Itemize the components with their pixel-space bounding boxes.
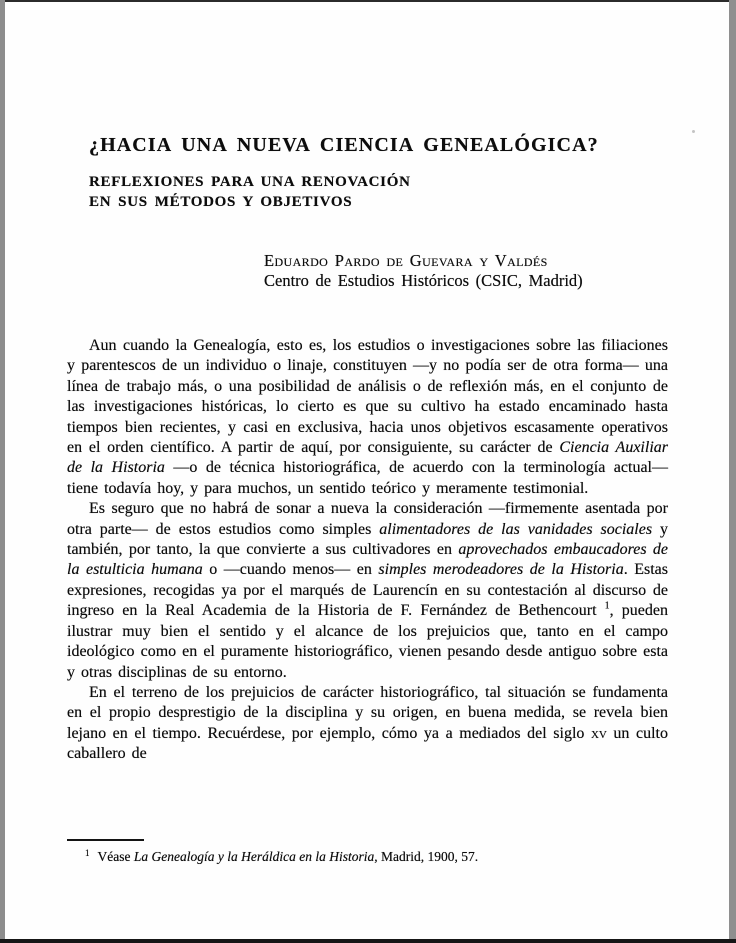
scan-artifact-speck — [692, 130, 695, 133]
footnote-divider — [67, 839, 144, 841]
article-title: ¿HACIA UNA NUEVA CIENCIA GENEALÓGICA? — [89, 134, 599, 156]
scan-edge-left — [0, 0, 5, 943]
scan-edge-top — [0, 0, 736, 2]
subtitle-line-1: REFLEXIONES PARA UNA RENOVACIÓN — [89, 174, 411, 190]
subtitle-line-2: EN SUS MÉTODOS Y OBJETIVOS — [89, 194, 353, 210]
author-block — [264, 251, 583, 291]
body-paragraph-1: Aun cuando la Genealogía, esto es, los estudios o investigaciones sobre las filiaciones y parentescos de un individuo o linaje, constituyen —y no podía ser de otra forma— una línea de trabajo más, o una posibilidad de análisis o de reflexión más, en el conjunto de las investigaciones históricas, lo cierto es que su cultivo ha estado encaminado hasta tiempos bien recientes, y casi en exclusiva, hacia unos objetivos escasamente operativos en el orden científico. A partir de aquí, por consiguiente, su carácter de Ciencia Auxiliar de la Historia —o de técnica historiográfica, de acuerdo con la terminología actual— tiene todavía hoy, y para muchos, un sentido teórico y meramente testimonial. — [67, 337, 669, 497]
body-paragraph-2: Es seguro que no habrá de sonar a nueva la consideración —firmemente asentada por otra parte— de estos estudios como simples alimentadores de las vanidades sociales y también, por tanto, la que convierte a sus cultivadores en aprovechados embaucadores de la estulticia humana o —cuando menos— en simples merodeadores de la Historia. Estas expresiones, recogidas ya por el marqués de Laurencín en su contestación al discurso de ingreso en la Real Academia de la Historia de F. Fernández de Bethencourt $^1$, pueden ilustrar muy bien el sentido y el alcance de los prejuicios que, tanto en el campo ideológico como en el puramente historiográfico, vienen pesando desde antiguo sobre esta y otras disciplinas de su entorno. — [67, 500, 669, 681]
footnote — [67, 848, 668, 865]
article-body — [67, 336, 668, 765]
scan-edge-bottom — [0, 939, 736, 943]
body-paragraph-3: En el terreno de los prejuicios de carácter historiográfico, tal situación se fundamenta en el propio desprestigio de la disciplina y su origen, en buena medida, se revela bien lejano en el tiempo. Recuérdese, por ejemplo, cómo ya a mediados del siglo xv un culto caballero de — [67, 683, 668, 763]
scan-edge-right — [729, 0, 736, 943]
author-affiliation: Centro de Estudios Históricos (CSIC, Madrid) — [264, 271, 583, 290]
footnote-text: $^1$ Véase La Genealogía y la Heráldica en la Historia, Madrid, 1900, 57. — [85, 847, 479, 864]
author-name: Eduardo Pardo de Guevara y Valdés — [264, 251, 548, 270]
article-subtitle — [89, 172, 411, 212]
